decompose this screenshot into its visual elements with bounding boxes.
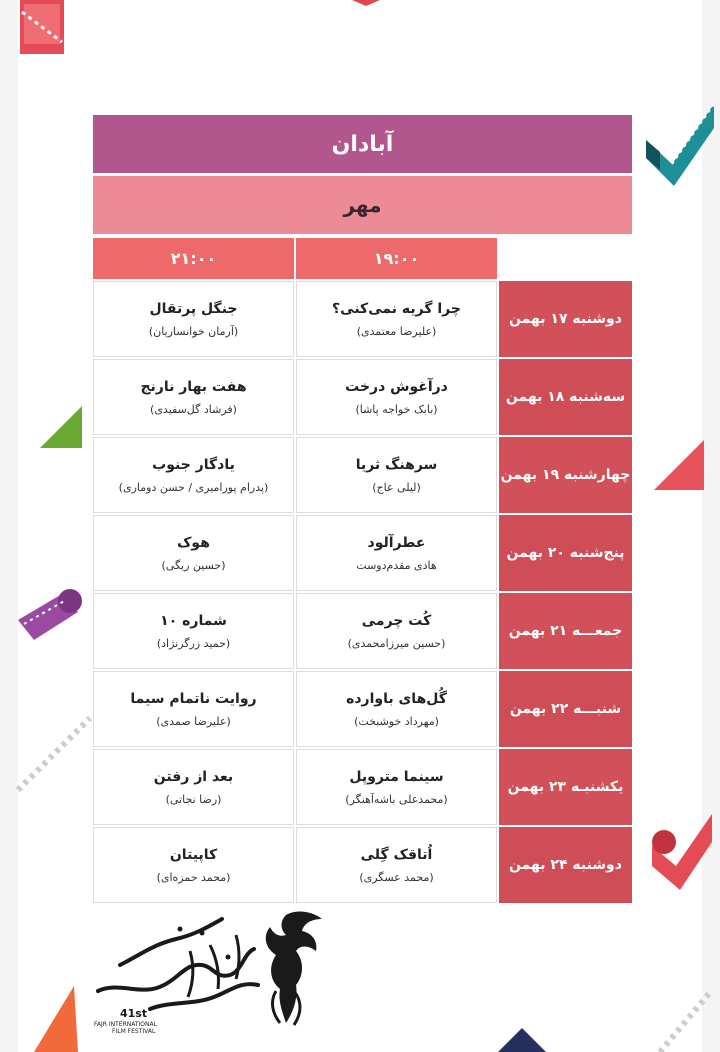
film-title: سینما متروپل [349,768,444,785]
screening-cell-21 [93,593,294,669]
director-name: (علیرضا صمدی) [156,714,231,728]
film-title: درآغوش درخت [345,378,448,395]
day-label: سه‌شنبه ۱۸ بهمن [499,359,632,435]
svg-text:FILM FESTIVAL: FILM FESTIVAL [112,1028,156,1035]
teal-ribbon-icon [646,104,714,186]
svg-text:41st: 41st [120,1007,148,1020]
director-name: (محمدعلی باشه‌آهنگر) [345,792,448,806]
director-name: (محمد عسگری) [359,870,434,884]
director-name: (آرمان خوانساریان) [148,324,239,338]
screening-cell-19 [296,281,497,357]
director-name: هادی مقدم‌دوست [356,558,437,572]
director-name: (رضا نجاتی) [165,792,222,806]
red-ribbon-icon [652,814,712,890]
table-row [93,827,632,903]
table-row [93,749,632,825]
film-title: جنگل پرتقال [149,300,238,317]
simorgh-bird-icon [90,905,330,1035]
film-title: یادگار جنوب [152,456,235,473]
day-label: پنج‌شنبه ۲۰ بهمن [499,515,632,591]
table-row [93,515,632,591]
table-row [93,359,632,435]
day-label: چهارشنبه ۱۹ بهمن [499,437,632,513]
table-row [93,671,632,747]
screening-cell-19 [296,593,497,669]
red-triangle-shape [654,440,704,490]
film-title: سرهنگ ثریا [355,456,438,473]
day-label: دوشنبه ۱۷ بهمن [499,281,632,357]
purple-film-roll-icon [18,589,82,640]
film-strip-ribbon-icon [20,0,64,54]
dotted-line-shape [660,990,712,1052]
screening-cell-21 [93,437,294,513]
table-row [93,437,632,513]
screening-cell-19 [296,515,497,591]
table-row [93,593,632,669]
time-header-19: ۱۹:۰۰ [296,238,497,279]
director-name: (پدرام پورامیری / حسن دوماری) [118,480,269,494]
day-label: شنبـــه ۲۲ بهمن [499,671,632,747]
film-title: کاپیتان [169,846,218,863]
screening-cell-19 [296,827,497,903]
svg-text:FAJR INTERNATIONAL: FAJR INTERNATIONAL [94,1021,157,1028]
director-name: (مهرداد خوشبخت) [354,714,439,728]
venue-title: مهر [93,176,632,234]
dotted-line-shape [18,718,90,790]
director-name: (علیرضا معتمدی) [356,324,437,338]
film-title: بعد از رفتن [153,768,234,785]
screening-cell-19 [296,359,497,435]
festival-logo [90,905,330,1035]
film-title: اُتاقک گِلی [360,846,433,863]
city-title: آبادان [93,115,632,173]
screening-cell-21 [93,827,294,903]
film-title: شماره ۱۰ [160,612,227,629]
screening-cell-21 [93,749,294,825]
film-title: روایت ناتمام سیما [130,690,257,707]
director-name: (لیلی عاج) [372,480,421,494]
film-title: کُت چرمی [361,612,432,629]
film-title: عطرآلود [367,534,426,551]
triangle-shape [352,0,380,6]
screening-cell-21 [93,671,294,747]
film-title: هوک [177,534,210,551]
screening-cell-21 [93,515,294,591]
screening-cell-21 [93,359,294,435]
screening-cell-21 [93,281,294,357]
day-label: دوشنبه ۲۴ بهمن [499,827,632,903]
table-row [93,281,632,357]
day-label: جمعـــه ۲۱ بهمن [499,593,632,669]
day-label: یکشنبـه ۲۳ بهمن [499,749,632,825]
film-title: گُل‌های باوارده [346,690,447,707]
director-name: (بابک خواجه پاشا) [355,402,438,416]
director-name: (محمد حمزه‌ای) [156,870,231,884]
director-name: (فرشاد گل‌سفیدی) [150,402,237,416]
navy-triangle-shape [498,1028,546,1052]
screening-cell-19 [296,437,497,513]
director-name: (حسین میرزامحمدی) [347,636,446,650]
screening-cell-19 [296,749,497,825]
orange-triangle-shape [34,986,78,1052]
director-name: (حسین ریگی) [161,558,226,572]
time-header-21: ۲۱:۰۰ [93,238,294,279]
green-triangle-shape [40,406,82,448]
film-title: چرا گریه نمی‌کنی؟ [332,300,461,317]
film-title: هفت بهار نارنج [140,378,247,395]
director-name: (حمید زرگرنژاد) [156,636,231,650]
screening-cell-19 [296,671,497,747]
